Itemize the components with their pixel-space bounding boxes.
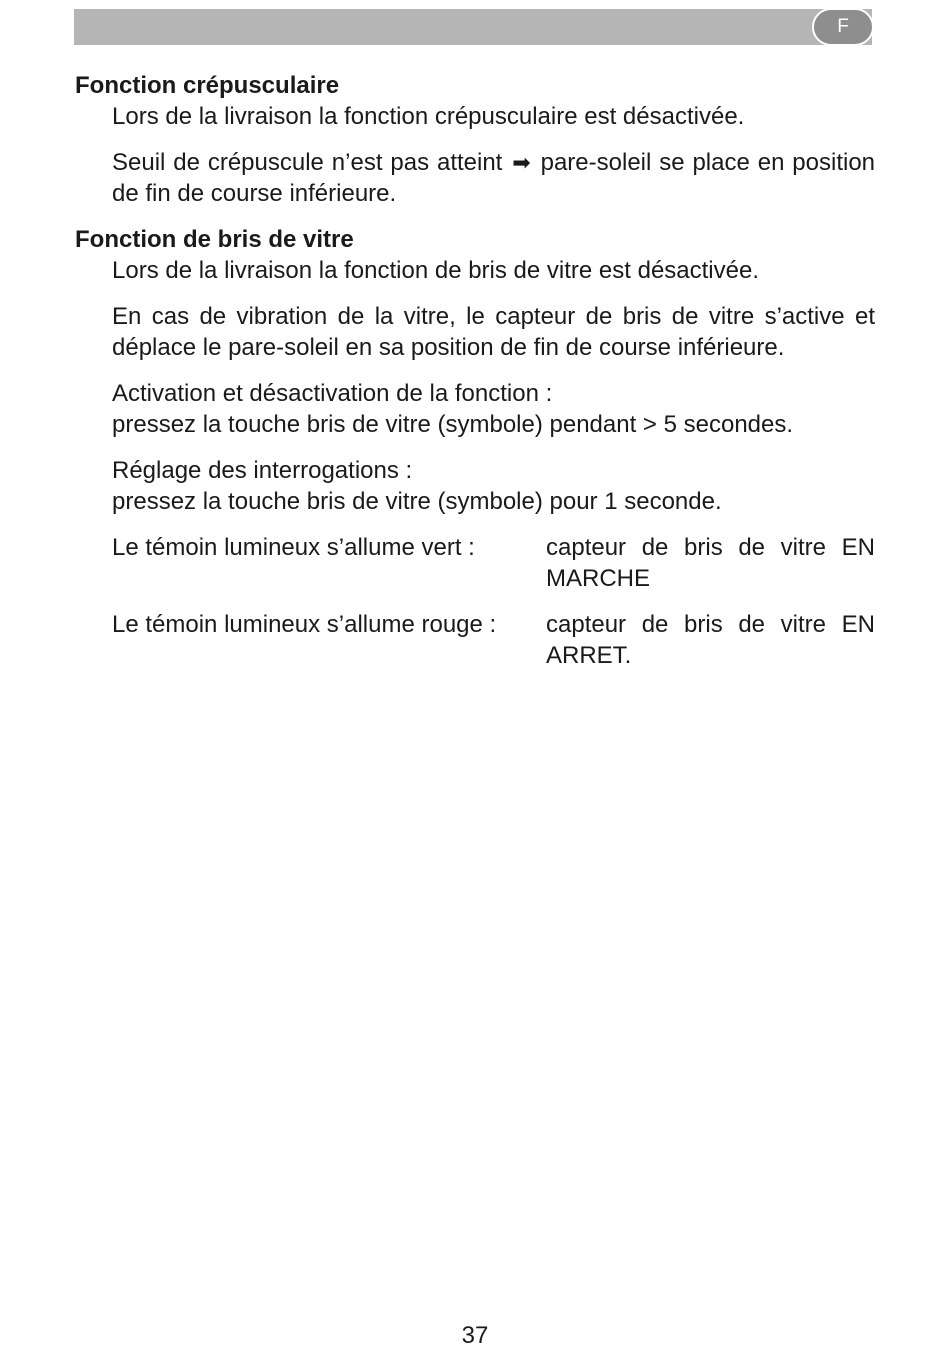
query-instruction: pressez la touche bris de vitre (symbole) pour 1 seconde. [112,488,722,515]
language-badge: F [812,8,874,46]
section-heading-glass-break: Fonction de bris de vitre [75,226,354,253]
status-value-green: capteur de bris de vitre EN MARCHE [546,534,875,592]
arrow-right-icon: ➡ [512,150,531,175]
twilight-delivery-text: Lors de la livraison la fonction crépusculaire est désactivée. [112,103,745,130]
header-bar [74,9,872,45]
threshold-condition: Seuil de crépuscule n’est pas atteint [112,149,503,176]
twilight-threshold-text [112,147,875,209]
status-value-red: capteur de bris de vitre EN ARRET. [546,611,875,669]
status-row-red [112,609,875,671]
status-row-green [112,532,875,594]
glass-break-vibration-text: En cas de vibration de la vitre, le capteur de bris de vitre s’active et déplace le pare-soleil en sa position de fin de course inférieure. [112,303,875,361]
query-paragraph [112,455,875,517]
threshold-result: pare-soleil se place en position de fin de course inférieure. [112,149,876,207]
query-title: Réglage des interrogations : [112,457,413,484]
status-label-red: Le témoin lumineux s’allume rouge : [112,611,497,638]
glass-break-delivery-text: Lors de la livraison la fonction de bris de vitre est désactivée. [112,257,760,284]
document-body [75,70,875,686]
section-heading-twilight: Fonction crépusculaire [75,72,340,99]
status-label-green: Le témoin lumineux s’allume vert : [112,534,475,561]
page-number: 37 [461,1322,489,1349]
activation-paragraph [112,378,875,440]
activation-title: Activation et désactivation de la fonction : [112,380,553,407]
activation-instruction: pressez la touche bris de vitre (symbole) pendant > 5 secondes. [112,411,794,438]
